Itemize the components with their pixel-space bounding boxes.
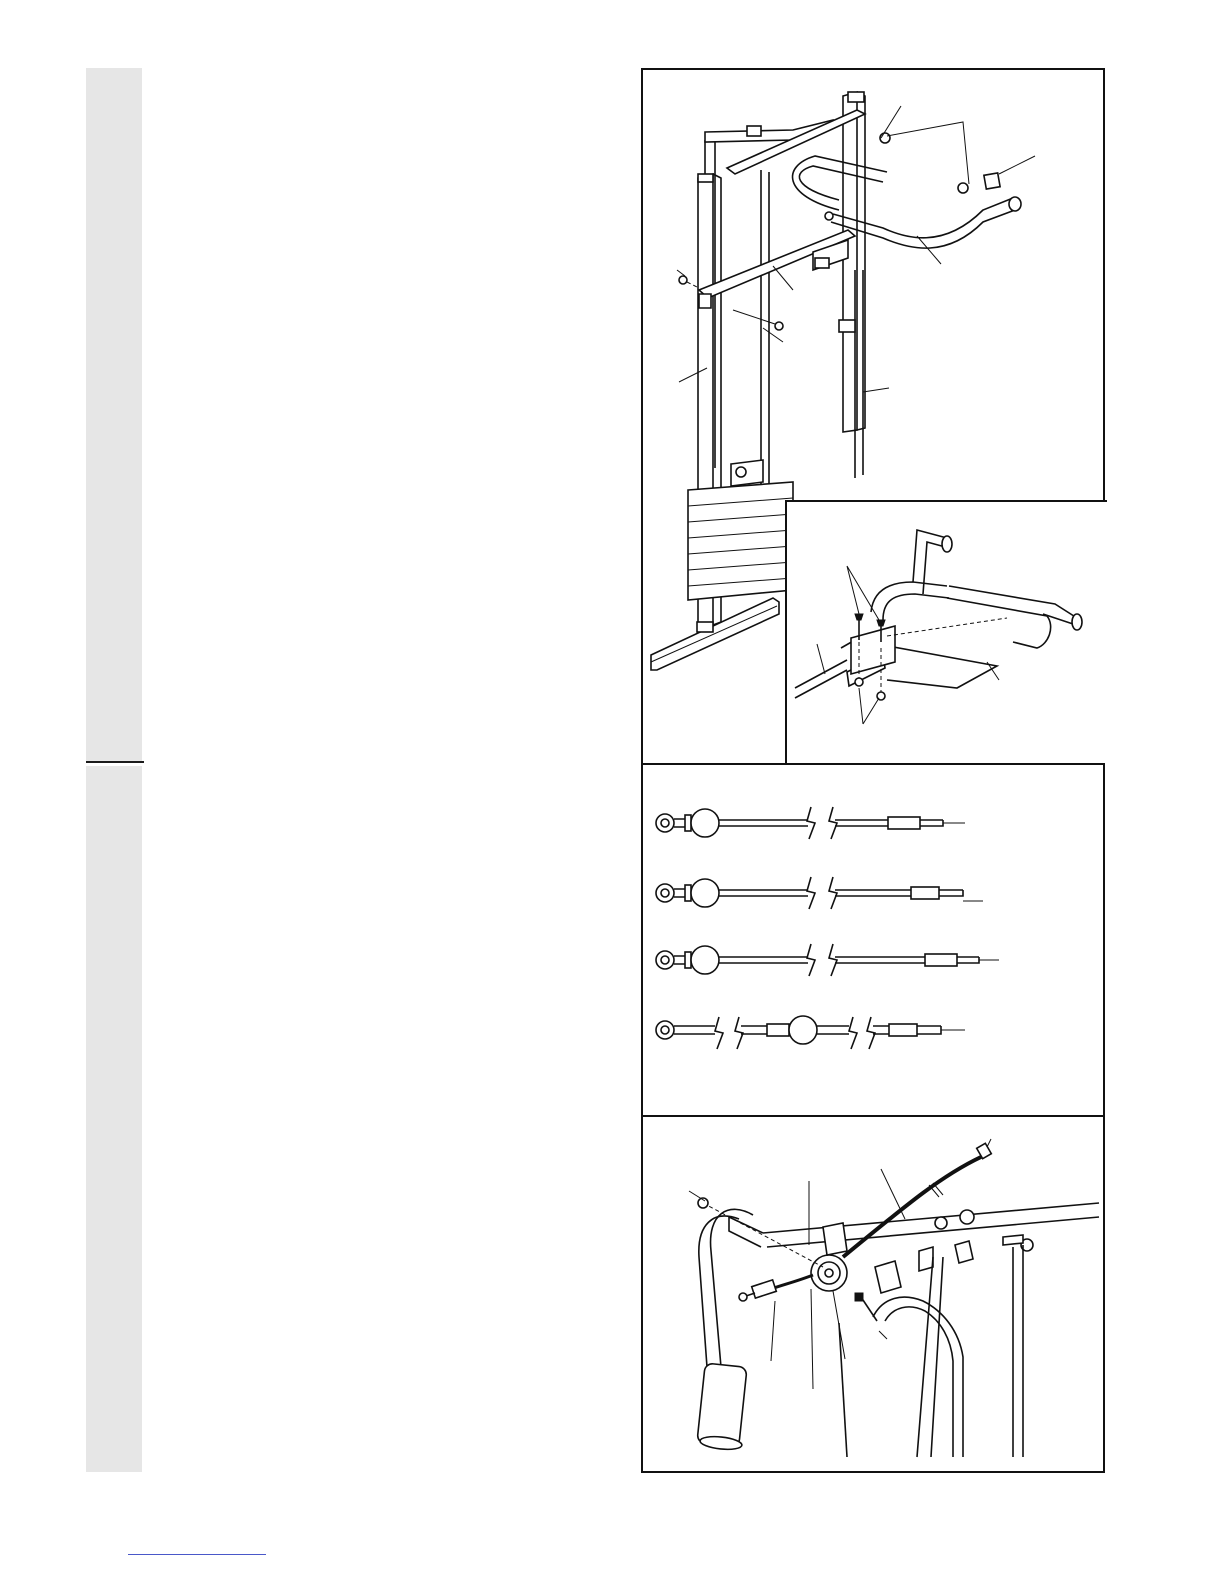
cable-3 bbox=[656, 944, 999, 976]
side-tab-lower bbox=[86, 766, 142, 1472]
assembly-inset bbox=[785, 500, 1107, 767]
inset-drawing bbox=[787, 502, 1105, 765]
footnote-rule bbox=[128, 1554, 266, 1555]
cable-1 bbox=[656, 807, 965, 839]
cable-identification-figure bbox=[641, 763, 1105, 1117]
frame-assembly-figure bbox=[641, 68, 1105, 765]
cable-4 bbox=[656, 1016, 965, 1049]
cable-2 bbox=[656, 877, 983, 909]
pulley-routing-drawing bbox=[643, 1117, 1103, 1471]
pulley-routing-figure bbox=[641, 1115, 1105, 1473]
section-divider bbox=[86, 761, 144, 763]
side-tab-upper bbox=[86, 68, 142, 761]
cable-identification-drawing bbox=[643, 765, 1103, 1115]
